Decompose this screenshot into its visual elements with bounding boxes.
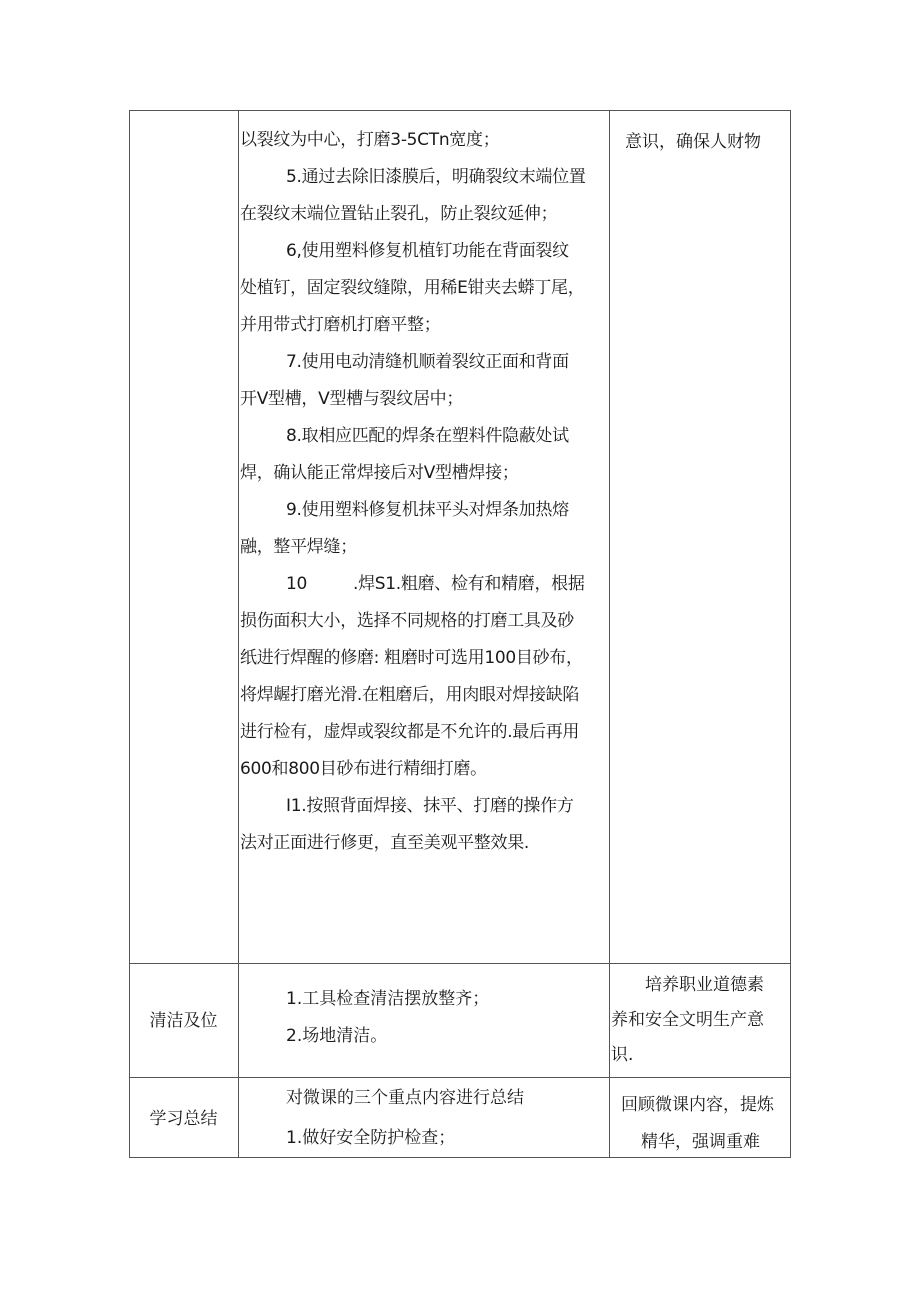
content-line: 融，整平焊缝； xyxy=(240,537,357,557)
content-line: 1.工具检查清洁摆放整齐； xyxy=(286,989,490,1009)
content-line: 在裂纹末端位置钻止裂孔，防止裂纹延伸； xyxy=(240,204,558,224)
goal-line: 识. xyxy=(611,1045,634,1065)
column-divider-2 xyxy=(609,110,610,1158)
content-line: 损伤面积大小，选择不同规格的打磨工具及砂 xyxy=(240,611,574,631)
content-line: 7.使用电动清缝机顺着裂纹正面和背面 xyxy=(286,352,569,372)
content-line: 并用带式打磨机打磨平整； xyxy=(240,315,441,335)
content-line: 5.通过去除旧漆膜后，明确裂纹末端位置 xyxy=(286,167,586,187)
content-line: 6,使用塑料修复机植钉功能在背面裂纹 xyxy=(286,241,569,261)
row2-content xyxy=(240,981,608,1055)
goal-line: 精华，强调重难 xyxy=(641,1132,760,1152)
goal-line: 培养职业道德素 xyxy=(645,975,764,995)
row2-goal xyxy=(611,968,789,1073)
content-line: 处植钉，固定裂纹缝隙，用稀E钳夹去蟒丁尾， xyxy=(240,278,585,298)
content-line: 以裂纹为中心，打磨3-5CTn宽度； xyxy=(240,130,500,150)
content-line: 将焊龌打磨光滑.在粗磨后，用肉眼对焊接缺陷 xyxy=(240,685,580,705)
row2-category: 清洁及位 xyxy=(149,1011,218,1031)
content-line: 2.场地清洁。 xyxy=(286,1026,388,1046)
content-line: 开V型槽，V型槽与裂纹居中； xyxy=(240,389,464,409)
content-line: 9.使用塑料修复机抹平头对焊条加热熔 xyxy=(286,500,569,520)
content-line: 纸进行焊醒的修磨: 粗磨时可选用100目砂布， xyxy=(240,648,583,668)
goal-line: 养和安全文明生产意 xyxy=(611,1010,764,1030)
content-line: 8.取相应匹配的焊条在塑料件隐蔽处试 xyxy=(286,426,569,446)
row3-category: 学习总结 xyxy=(149,1109,218,1129)
row3-goal xyxy=(611,1087,789,1161)
row1-goal xyxy=(611,124,803,161)
content-line: I1.按照背面焊接、抹平、打磨的操作方 xyxy=(286,796,574,816)
content-line: 法对正面进行修更，直至美观平整效果. xyxy=(240,833,530,853)
content-line: 1.做好安全防护检查； xyxy=(286,1128,456,1148)
table-border-left xyxy=(129,110,130,1158)
content-line: 进行检有，虚焊或裂纹都是不允许的.最后再用 xyxy=(240,722,580,742)
table-border-top xyxy=(129,110,791,111)
goal-line: 回顾微课内容，提炼 xyxy=(621,1095,774,1115)
row1-content xyxy=(240,122,608,862)
row3-content xyxy=(240,1078,608,1158)
table-border-right xyxy=(790,110,791,1158)
row-divider-1 xyxy=(129,963,791,964)
content-line: 焊，确认能正常焊接后对V型槽焊接； xyxy=(240,463,519,483)
content-line: 对微课的三个重点内容进行总结 xyxy=(286,1088,524,1108)
lesson-table xyxy=(129,110,791,1158)
content-line: 600和800目砂布进行精细打磨。 xyxy=(240,759,487,779)
content-line: 10 .焊S1.粗磨、检有和精磨，根据 xyxy=(286,574,585,594)
column-divider-1 xyxy=(238,110,239,1158)
goal-line: 意识，确保人财物 xyxy=(625,132,761,152)
